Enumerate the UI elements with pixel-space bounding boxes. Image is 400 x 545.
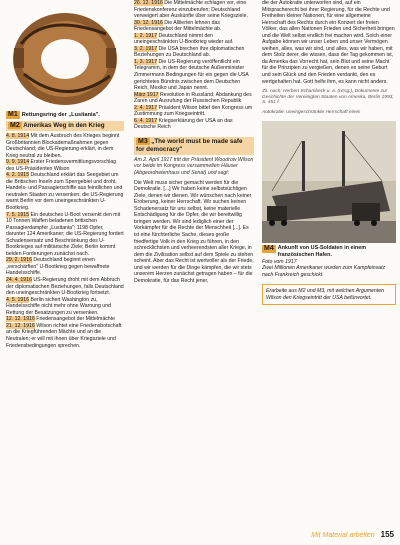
timeline-entry	[6, 133, 124, 159]
m3-number: M3	[138, 137, 148, 145]
m2-number: M2	[10, 122, 20, 129]
timeline-entry	[134, 105, 254, 118]
task-box	[262, 284, 396, 305]
timeline-date: 26. 12. 1916	[134, 0, 163, 6]
m3-intro: Am 2. April 1917 tritt der Präsident Woodrow Wilson vor beide im Kongress versammelten Häuser (Abgeordnetenhaus und Senat) und sagt:	[134, 156, 254, 177]
timeline-entry	[6, 297, 124, 317]
m3-title: „The world must be made safe for democracy"	[136, 137, 243, 153]
m1-title: Rettungsring der „Lusitania".	[21, 111, 100, 118]
timeline-text: Die Alliierten lehnen das Friedensangebot der Mittelmächte ab.	[134, 19, 222, 33]
column-right	[262, 0, 396, 305]
timeline-date: März 1917	[134, 91, 159, 98]
timeline-text: Berlin sichert Washington zu, Handelsschiffe nicht mehr ohne Warnung und Rettung der Besatzungen zu versenken.	[6, 296, 111, 316]
timeline-text: Die USA brechen ihre diplomatischen Beziehungen zu Deutschland ab.	[134, 45, 245, 59]
timeline-text: Kriegserklärung der USA an das Deutsche Reich	[134, 117, 233, 131]
m2-header	[6, 121, 124, 131]
timeline-text: Ein deutsches U-Boot versenkt den mit 10 Tonnen Waffen beladenen britischen Passagierdampfer „Lusitania"; 1198 Opfer, darunter 124 Amerikaner; die US-Regierung fordert Schadensersatz und Beschränkung des U-Bootkrieges auf militärische Ziele; Berlin kommt beiden Forderungen zunächst nach.	[6, 211, 124, 257]
page-footer	[311, 530, 394, 539]
footer-label: Mit Material arbeiten	[311, 532, 375, 539]
m4-number: M4	[264, 245, 274, 253]
timeline-text: Erster Friedensvermittlungsvorschlag des US-Präsidenten Wilson	[6, 159, 117, 172]
timeline-entry	[6, 212, 124, 258]
timeline-entry	[134, 118, 254, 131]
timeline-text: Revolution in Russland: Abdankung des Zaren und Ausrufung der Russischen Republik	[134, 91, 252, 105]
m4-caption	[262, 245, 396, 258]
m3-body-continued: die der Autokratie unterworfen sind, auf ein Mitspracherecht bei ihrer Regierung, für die Rechte und Freiheiten kleiner Nationen, für eine allgemeine Herrschaft des Rechts durch ein Konzert der freien Völker, das allen Nationen Frieden und Sicherheit bringen und die Welt selbst endlich frei machen wird. Solch einer Aufgabe können wir unser Leben und unser Vermögen weihen, alles, was wir sind, und alles, was wir haben, mit dem Stolz derer, die wissen, dass der Tag gekommen ist, da Amerika das Vorrecht hat, sein Blut und seine Macht für die Prinzipien zu vergießen, denen es seine Geburt und sein Glück und den Frieden verdankt, den es wertgehalten hat. Gott helfe ihm, es kann nicht anders.	[262, 0, 395, 85]
timeline-date: 9. 9. 1914	[6, 159, 30, 166]
harbor-image	[262, 121, 396, 243]
timeline-entry	[6, 277, 124, 297]
timeline-entry	[6, 159, 124, 172]
timeline-text: Deutschland nimmt den uneingeschränkten U-Bootkrieg wieder auf.	[134, 32, 234, 46]
timeline-entry	[134, 59, 254, 92]
m2-timeline	[6, 133, 124, 349]
timeline-text: Deutschland erklärt das Seegebiet um die Britischen Inseln zum Sperrgebiet und droht, Handels- und Passagierschiffe aus feindlichen und neutralen Staaten zu versenken; die US-Regierung warnt Berlin vor dem uneingeschränkten U-Bootkrieg.	[6, 172, 124, 212]
m1-number: M1	[8, 111, 18, 118]
m4-title: Ankunft von US-Soldaten in einem französischen Hafen.	[277, 245, 367, 259]
m3-footnote: Autokratie: uneingeschränkte Herrschaft eines	[262, 109, 361, 115]
harbor-photo	[262, 121, 396, 243]
timeline-date: 4. 8. 1914	[6, 133, 30, 139]
timeline-entry	[6, 323, 124, 349]
timeline-text: Deutschland beginnt einen „verschärften" U-Bootkrieg gegen bewaffnete Handelsschiffe.	[6, 257, 110, 277]
m3-body: Die Welt muss sicher gemacht werden für die Demokratie. [...] Wir haben keine selbstsüchtigen Ziele, denen wir dienen. Wir wünschen nach keiner Eroberung, keiner Herrschaft. Wir suchen keinen Schadenersatz für uns selbst, keine materielle Entschädigung für die Opfer, die wir bereitwillig bringen werden. Wir sind lediglich einer der Vorkämpfer für die Rechte der Menschheit [...]. Es ist eine fürchterliche Sache, dieses große friedfertige Volk in den Krieg zu führen, in den schrecklichsten und verheerendsten aller Kriege, in dem die Zivilisation selbst auf dem Spiele zu stehen scheint. Aber das Recht ist wertvoller als der Friede, und wir werden für die Dinge kämpfen, die wir stets unserem Herzen zunächst getragen haben – für die Demokratie, für das Recht jener,	[134, 179, 254, 284]
timeline-date: 2. 4. 1917	[134, 104, 158, 111]
m2-title: Amerikas Weg in den Krieg	[23, 122, 105, 129]
timeline-entry	[6, 172, 124, 211]
timeline-date: 1. 3. 1917	[134, 58, 158, 65]
timeline-date: 21. 12. 1916	[6, 322, 35, 329]
timeline-entry	[134, 92, 254, 105]
timeline-date: 7. 5. 1915	[6, 211, 30, 218]
timeline-entry	[134, 46, 254, 59]
timeline-text: Friedensangebot der Mittelmächte	[34, 316, 116, 323]
timeline-date: 30. 12. 1916	[134, 19, 163, 26]
timeline-date: 12. 12. 1916	[6, 316, 35, 323]
lifebuoy-photo	[6, 4, 124, 109]
page-number: 155	[380, 530, 394, 539]
column-middle	[134, 0, 254, 284]
m3-source: Zit. nach: Herbert Schambeck u. a. (Hrsg.), Dokumente zur Geschichte der Vereinigten Staaten von Amerika, Berlin 1993, S. 451 f.	[262, 89, 394, 106]
timeline-text: Präsident Wilson bittet den Kongress um Zustimmung zum Kriegseintritt.	[134, 104, 253, 118]
timeline-date: 3. 2. 1917	[134, 45, 158, 52]
timeline-date: 4. 5. 1916	[6, 296, 30, 303]
timeline-entry	[6, 257, 124, 277]
timeline-entry	[134, 0, 254, 20]
m1-caption	[6, 111, 124, 119]
timeline-text: Die US-Regierung veröffentlicht ein Telegramm, in dem der deutsche Außenminister Zimmermann Bedingungen für ein gegen die USA gerichtetes Bündnis zwischen dem Deutschen Reich, Mexiko und Japan nennt.	[134, 58, 249, 92]
timeline-text: US-Regierung droht mit dem Abbruch der diplomatischen Beziehungen, falls Deutschland den uneingeschränkten U-Bootkrieg fortsetzt.	[6, 277, 124, 297]
m3-header	[134, 137, 254, 155]
timeline-text: Die Mittelmächte schlagen vor, eine Friedenskonferenz einzuberufen; Deutschland verweigert aber Auskünfte über seine Kriegsziele.	[134, 0, 248, 20]
column-left	[6, 0, 124, 349]
timeline-date: 4. 2. 1915	[6, 172, 30, 179]
timeline-date: 1. 2. 1917	[134, 32, 158, 39]
timeline-date: 24. 4. 1916	[6, 277, 32, 284]
task-text: Erarbeite aus M2 und M3, mit welchen Argumenten Wilson den Kriegseintritt der USA befürwortet.	[266, 288, 385, 301]
timeline-date: 29. 2. 1916	[6, 257, 32, 264]
timeline-entry	[134, 33, 254, 46]
timeline-text: Wilson richtet eine Friedensbotschaft an die Kriegführenden Mächte und an die Neutralen; er will mit ihnen über Kriegsziele und Friedensbedingungen sprechen.	[6, 322, 122, 349]
lifebuoy-image	[6, 4, 124, 109]
timeline-entry	[134, 20, 254, 33]
m2-timeline-continued	[134, 0, 254, 131]
timeline-text: Mit dem Ausbruch des Krieges beginnt Großbritannien Blockademaßnahmen gegen Deutschland; die US-Regierung erklärt, in dem Krieg neutral zu bleiben.	[6, 133, 120, 159]
m4-meta: Foto vom 1917	[262, 258, 297, 265]
timeline-date: 6. 4. 1917	[134, 117, 158, 124]
m4-description: Zwei Millionen Amerikaner wurden zum Kampfeinsatz nach Frankreich geschickt.	[262, 265, 386, 278]
